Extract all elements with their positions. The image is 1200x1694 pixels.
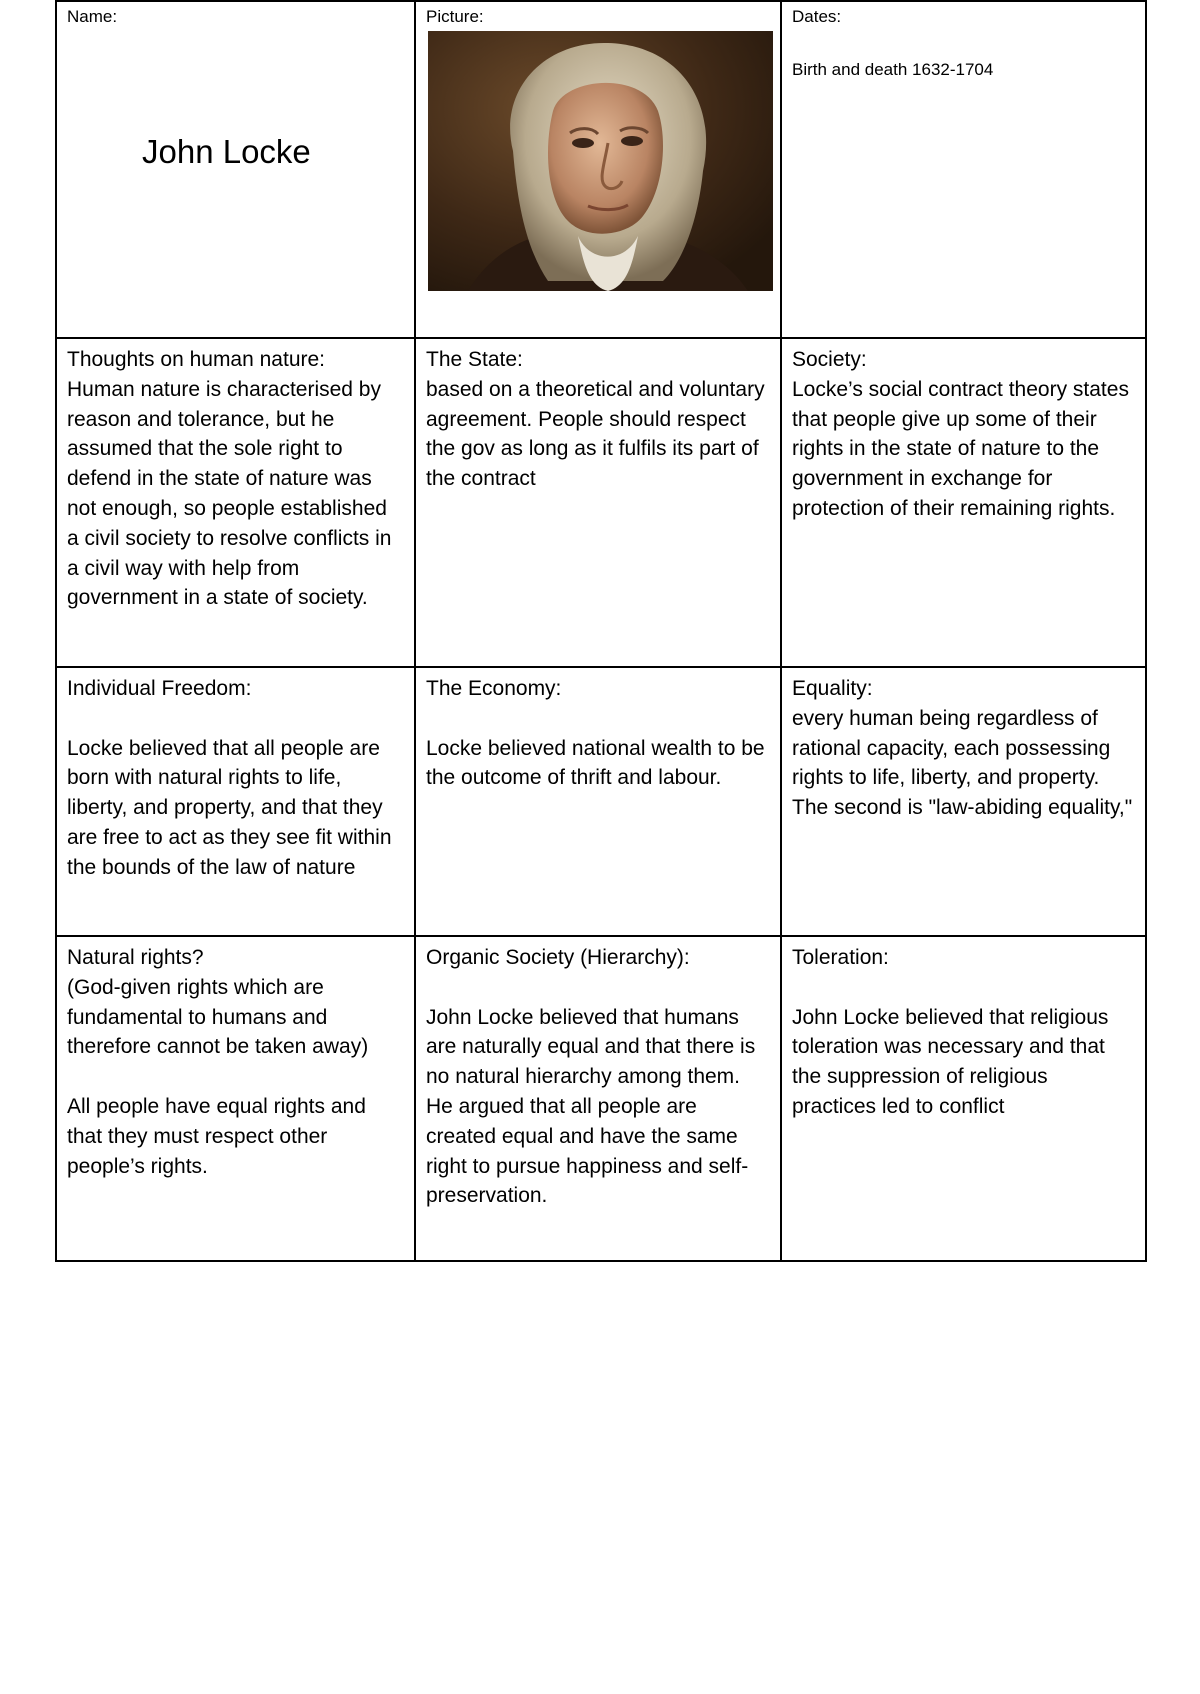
dates-label: Dates: bbox=[792, 7, 842, 26]
freedom-title: Individual Freedom: bbox=[67, 677, 252, 700]
state-title: The State: bbox=[426, 348, 523, 371]
natural-rights-text-2: All people have equal rights and that they must respect other people’s rights. bbox=[67, 1094, 366, 1178]
toleration-title: Toleration: bbox=[792, 946, 889, 969]
organic-society-cell bbox=[416, 937, 780, 1260]
organic-society-title: Organic Society (Hierarchy): bbox=[426, 946, 690, 969]
spacer bbox=[67, 704, 404, 734]
equality-text: every human being regardless of rational capacity, each possessing rights to life, liberty, and property. The second is "law-abiding equality," bbox=[792, 706, 1133, 820]
spacer bbox=[426, 704, 770, 734]
state-cell bbox=[416, 339, 780, 666]
spacer bbox=[426, 973, 770, 1003]
toleration-text: John Locke believed that religious toleration was necessary and that the suppression of religious practices led to conflict bbox=[792, 1005, 1109, 1118]
equality-cell bbox=[782, 668, 1147, 935]
picture-label: Picture: bbox=[426, 7, 484, 26]
human-nature-text: Human nature is characterised by reason and tolerance, but he assumed that the sole right to defend in the state of nature was not enough, so people established a civil society to resolve conflicts in a civil way with help from government in a state of society. bbox=[67, 377, 392, 610]
natural-rights-title: Natural rights? bbox=[67, 946, 204, 969]
freedom-cell bbox=[57, 668, 414, 935]
society-cell bbox=[782, 339, 1147, 666]
economy-cell bbox=[416, 668, 780, 935]
state-text: based on a theoretical and voluntary agreement. People should respect the gov as long as it fulfils its part of the contract bbox=[426, 377, 765, 491]
natural-rights-text-1: (God-given rights which are fundamental to humans and therefore cannot be taken away) bbox=[67, 975, 369, 1059]
society-text: Locke’s social contract theory states that people give up some of their rights in the state of nature to the government in exchange for protection of their remaining rights. bbox=[792, 377, 1129, 520]
organic-society-text-2: He argued that all people are created equal and have the same right to pursue happiness and self-preservation. bbox=[426, 1094, 749, 1208]
human-nature-cell bbox=[57, 339, 414, 666]
equality-title: Equality: bbox=[792, 677, 873, 700]
toleration-cell bbox=[782, 937, 1147, 1260]
name-label: Name: bbox=[67, 7, 118, 26]
organic-society-text-1: John Locke believed that humans are naturally equal and that there is no natural hierarchy among them. bbox=[426, 1005, 756, 1089]
person-name: John Locke bbox=[142, 133, 311, 170]
spacer bbox=[67, 1062, 404, 1092]
society-title: Society: bbox=[792, 348, 867, 371]
dates-value: Birth and death 1632-1704 bbox=[792, 60, 994, 79]
name-cell bbox=[57, 0, 414, 337]
portrait-image bbox=[428, 31, 773, 291]
spacer bbox=[792, 973, 1137, 1003]
natural-rights-cell bbox=[57, 937, 414, 1260]
economy-text: Locke believed national wealth to be the outcome of thrift and labour. bbox=[426, 736, 765, 790]
human-nature-title: Thoughts on human nature: bbox=[67, 348, 326, 371]
dates-cell bbox=[782, 0, 1147, 337]
freedom-text: Locke believed that all people are born with natural rights to life, liberty, and property, and that they are free to act as they see fit within the bounds of the law of nature bbox=[67, 736, 392, 879]
economy-title: The Economy: bbox=[426, 677, 562, 700]
